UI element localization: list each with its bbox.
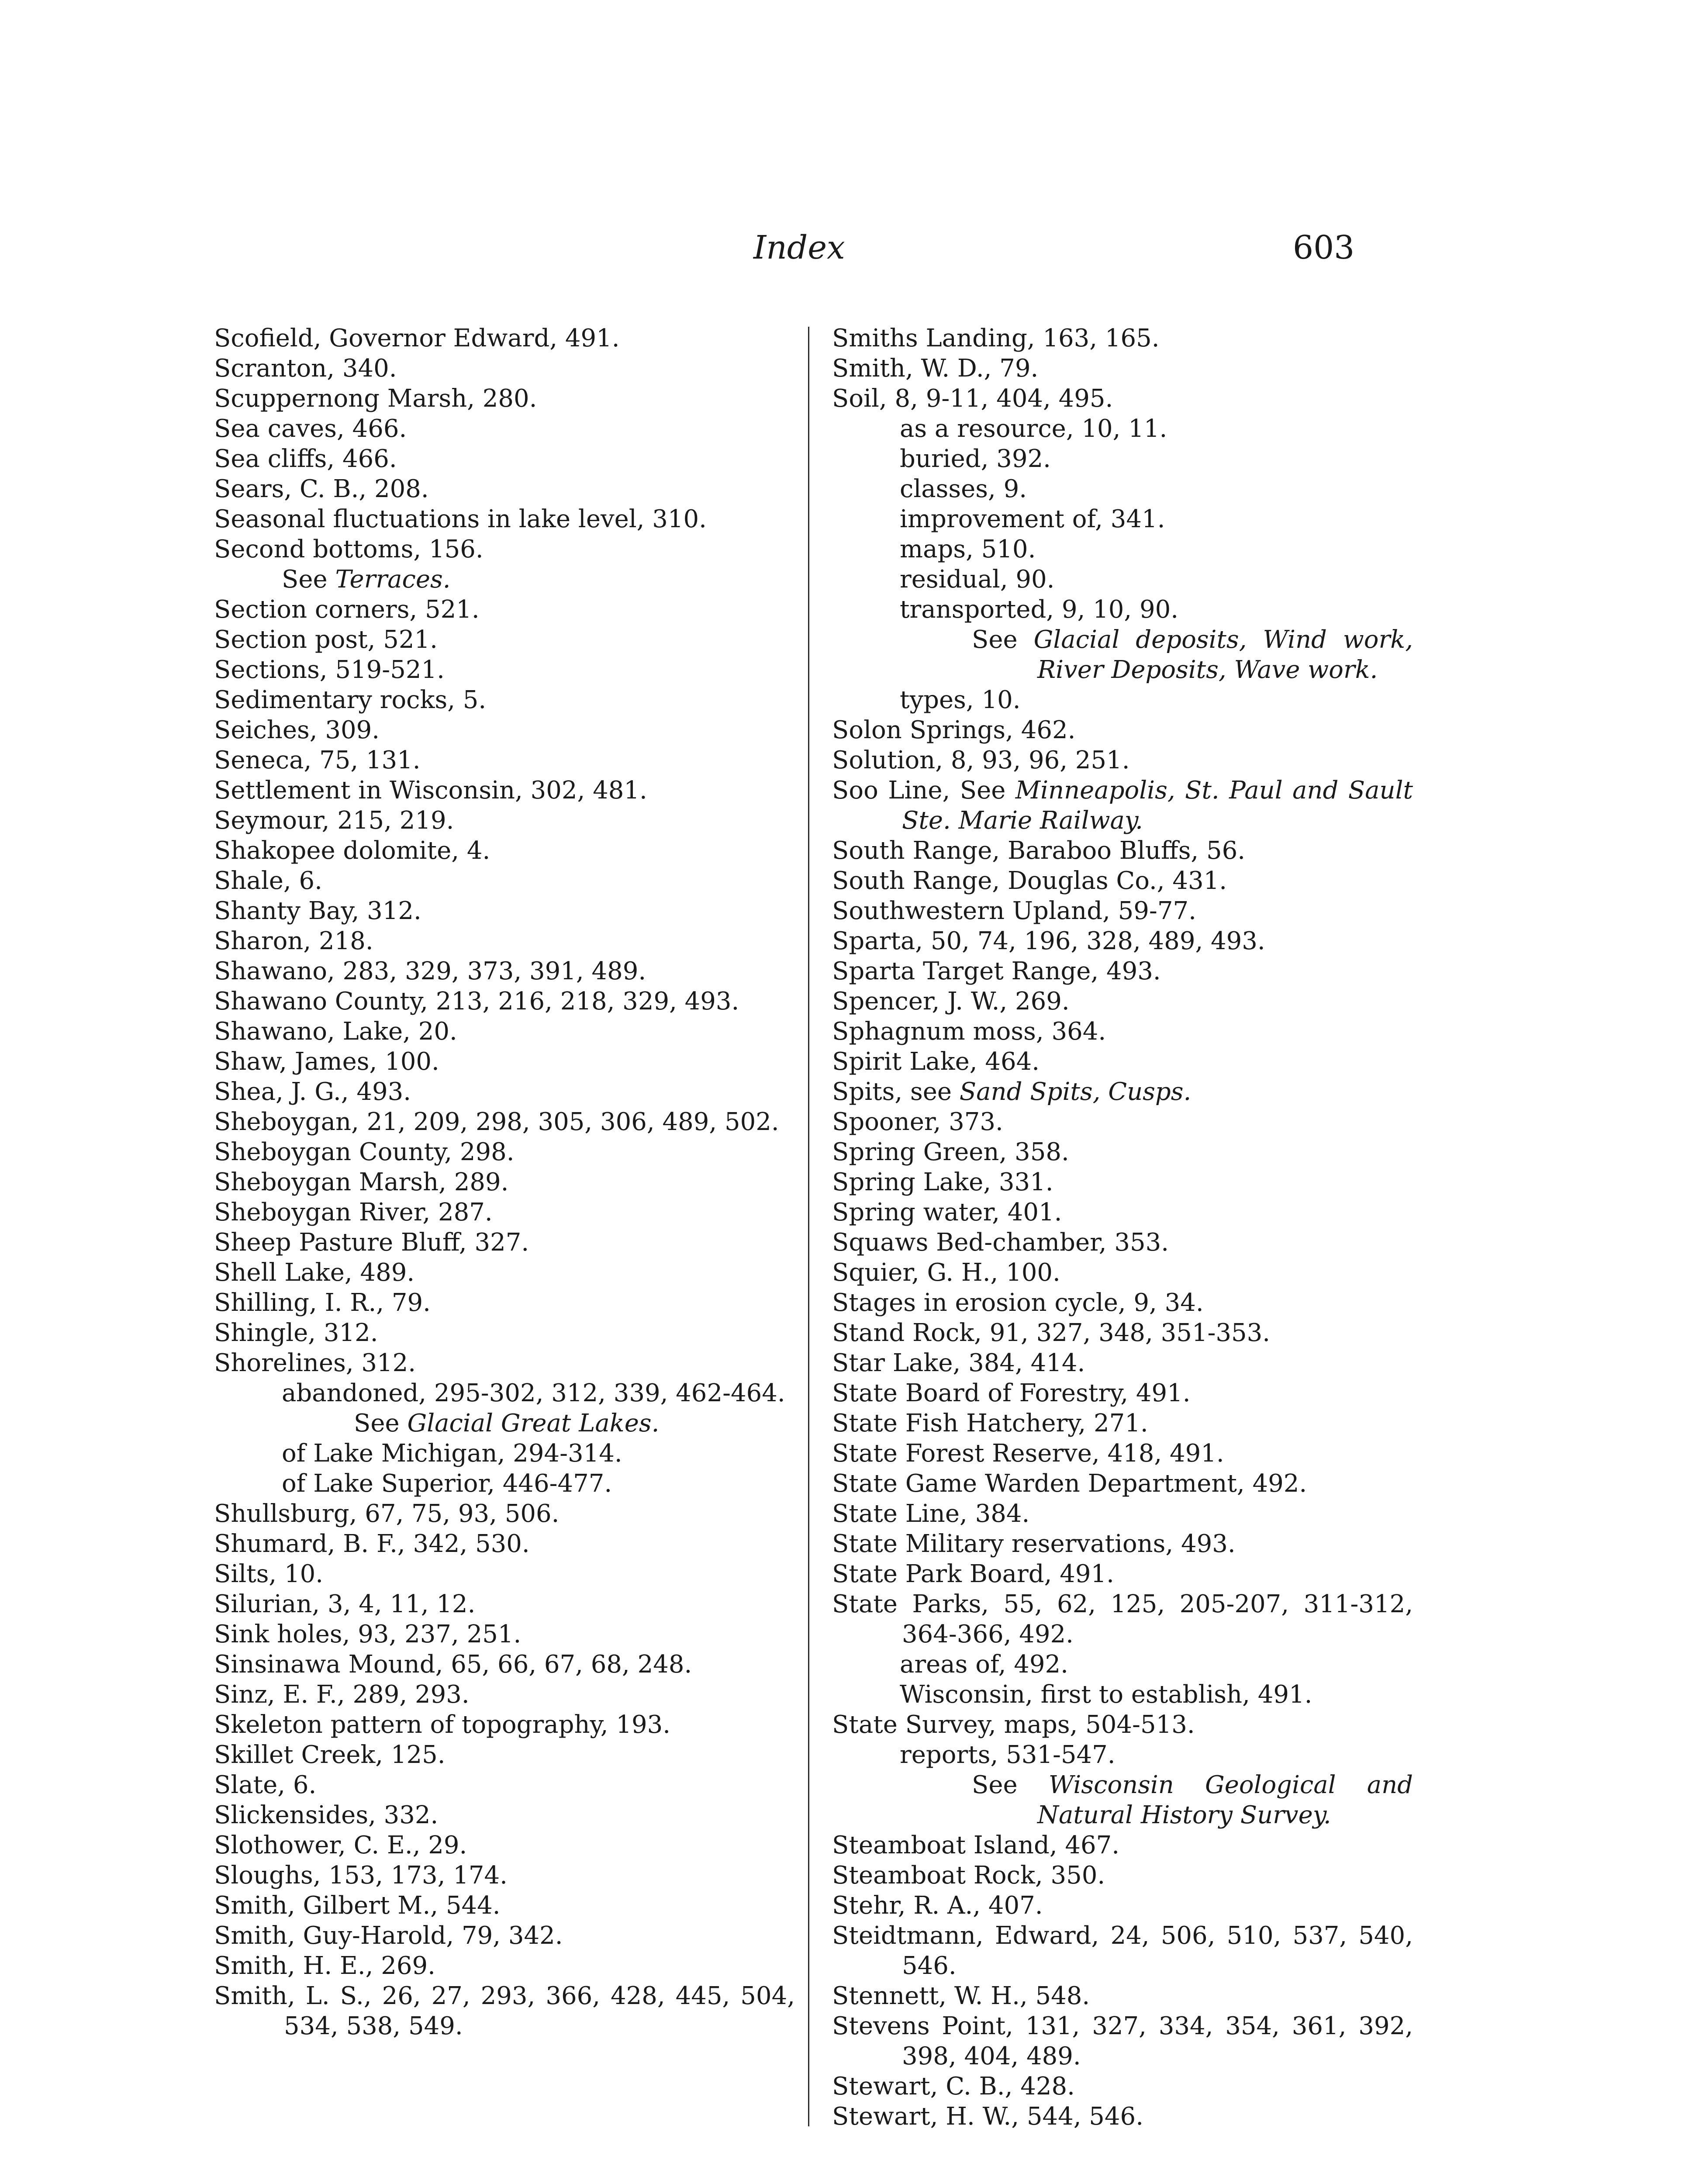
index-entry-text: Stevens Point, 131, 327, 334, 354, 361, 392, 398, 404, 489. [832,2012,1413,2070]
index-entry [832,1348,1413,1378]
index-entry [832,1077,1413,1107]
index-entry-text: Smith, H. E., 269. [214,1952,435,1980]
index-entry-text: reports, 531-547. [900,1741,1116,1769]
index-entry [214,655,795,685]
index-entry [832,986,1413,1016]
index-entry-text: Sheboygan River, 287. [214,1198,493,1227]
index-entry-text: Shorelines, 312. [214,1349,416,1377]
index-entry [214,1740,795,1770]
index-entry-text: Shanty Bay, 312. [214,897,421,925]
index-entry-text: Smiths Landing, 163, 165. [832,324,1160,352]
index-entry [214,323,795,353]
index-entry [832,926,1413,956]
index-entry-text: Sink holes, 93, 237, 251. [214,1620,522,1648]
index-entry-text: Squaws Bed-chamber, 353. [832,1228,1169,1257]
index-entry-text: Shullsburg, 67, 75, 93, 506. [214,1500,560,1528]
index-entry-text: Slate, 6. [214,1771,317,1799]
index-entry [214,1107,795,1137]
index-entry [214,564,795,594]
index-entry [214,896,795,926]
index-entry [832,836,1413,866]
index-entry [832,1830,1413,1860]
index-entry-text: Stehr, R. A., 407. [832,1891,1043,1920]
index-entry-text: buried, 392. [900,445,1051,473]
index-entry [214,1529,795,1559]
index-entry-text: Silurian, 3, 4, 11, 12. [214,1590,476,1618]
index-entry [214,1890,795,1921]
index-entry [214,1197,795,1227]
index-entry [214,1589,795,1619]
index-entry-text: Sea caves, 466. [214,415,407,443]
index-entry [832,1107,1413,1137]
index-entry-text: See [354,1409,408,1438]
index-entry [832,1740,1413,1770]
index-entry-text: State Parks, 55, 62, 125, 205-207, 311-312, 364-366, 492. [832,1590,1413,1648]
index-entry-text: Seymour, 215, 219. [214,806,454,835]
index-entry-text: State Board of Forestry, 491. [832,1379,1191,1407]
index-entry [832,1438,1413,1469]
index-entry [832,414,1413,444]
index-entry [832,1981,1413,2011]
index-entry [832,2101,1413,2132]
index-entry [214,474,795,504]
index-entry [832,1860,1413,1890]
index-entry-text: Solution, 8, 93, 96, 251. [832,746,1130,774]
index-entry-text: maps, 510. [900,535,1036,563]
index-entry-text: Stewart, C. B., 428. [832,2072,1075,2101]
index-entry-text: Sinsinawa Mound, 65, 66, 67, 68, 248. [214,1650,692,1679]
index-entry [214,715,795,745]
index-entry-text: Sloughs, 153, 173, 174. [214,1861,508,1890]
index-entry-text: State Line, 384. [832,1500,1030,1528]
index-entry-text: Shell Lake, 489. [214,1258,415,1287]
index-entry-text: classes, 9. [900,475,1027,503]
index-entry-text: Sheboygan, 21, 209, 298, 305, 306, 489, 502. [214,1108,779,1136]
index-entry-text: State Park Board, 491. [832,1560,1114,1588]
index-entry [832,2071,1413,2101]
index-entry [214,384,795,414]
index-entry [832,1710,1413,1740]
index-entry [832,444,1413,474]
index-entry-text: Sears, C. B., 208. [214,475,429,503]
index-entry-text: Sparta, 50, 74, 196, 328, 489, 493. [832,927,1265,955]
index-entry-text: Scofield, Governor Edward, 491. [214,324,620,352]
index-entry [214,1318,795,1348]
page-number: 603 [1293,229,1355,266]
index-entry-cross-reference: Minneapolis, St. Paul and Sault Ste. Marie Railway. [902,776,1413,835]
index-entry-text: See [972,625,1034,654]
index-entry-text: Shakopee dolomite, 4. [214,836,490,865]
index-entry [832,1016,1413,1047]
index-entry-text: of Lake Michigan, 294-314. [282,1439,622,1468]
running-head-title: Index [753,229,845,266]
index-entry-text: Sections, 519-521. [214,656,445,684]
index-entry [832,474,1413,504]
index-entry [214,1167,795,1197]
index-entry [832,2011,1413,2071]
index-entry-text: Sea cliffs, 466. [214,445,397,473]
index-entry-text: Smith, Guy-Harold, 79, 342. [214,1921,563,1950]
index-entry-cross-reference: Terraces. [335,565,451,594]
index-entry-text: transported, 9, 10, 90. [900,595,1179,624]
index-entry [214,926,795,956]
index-entry [214,1016,795,1047]
index-entry [214,1469,795,1499]
index-entry [214,1860,795,1890]
index-entry-text: Wisconsin, first to establish, 491. [900,1680,1312,1709]
index-entry [214,1830,795,1860]
index-entry-cross-reference: Wisconsin Geological and Natural History Survey. [1037,1771,1413,1829]
index-entry-text: State Forest Reserve, 418, 491. [832,1439,1224,1468]
index-entry [214,1137,795,1167]
index-entry-text: Silts, 10. [214,1560,324,1588]
index-entry [214,444,795,474]
index-entry [832,1227,1413,1258]
index-entry-text: residual, 90. [900,565,1055,594]
index-entry [832,1529,1413,1559]
index-entry [832,1047,1413,1077]
index-entry [832,1469,1413,1499]
index-entry-text: Stand Rock, 91, 327, 348, 351-353. [832,1319,1271,1347]
index-entry-text: Sphagnum moss, 364. [832,1017,1106,1046]
index-entry-text: Settlement in Wisconsin, 302, 481. [214,776,647,805]
index-entry-text: South Range, Baraboo Bluffs, 56. [832,836,1246,865]
index-entry-cross-reference: Glacial Great Lakes. [407,1409,660,1438]
index-entry-text: Southwestern Upland, 59-77. [832,897,1196,925]
index-entry [214,1559,795,1589]
index-entry-text: Stewart, H. W., 544, 546. [832,2102,1143,2131]
index-entry-text: Spooner, 373. [832,1108,1003,1136]
index-entry-text: Shaw, James, 100. [214,1047,439,1076]
index-entry-text: Steamboat Rock, 350. [832,1861,1105,1890]
index-entry-text: Smith, L. S., 26, 27, 293, 366, 428, 445, 504, 534, 538, 549. [214,1982,795,2040]
index-entry [832,1649,1413,1679]
index-entry-text: Shilling, I. R., 79. [214,1289,431,1317]
index-entry [214,866,795,896]
index-entry-text: Stages in erosion cycle, 9, 34. [832,1289,1204,1317]
index-entry [214,685,795,715]
index-entry [832,1258,1413,1288]
index-column-right [832,323,1413,2132]
index-entry-text: Sedimentary rocks, 5. [214,686,487,714]
index-entry-text: Solon Springs, 462. [832,716,1076,744]
index-entry [214,805,795,836]
index-entry-text: Scuppernong Marsh, 280. [214,384,537,413]
index-entry [832,896,1413,926]
index-entry [214,1047,795,1077]
index-entry [214,1921,795,1951]
index-entry [832,1197,1413,1227]
index-entry [832,1137,1413,1167]
index-entry [214,353,795,384]
index-entry-text: Smith, W. D., 79. [832,354,1039,383]
index-entry [214,1288,795,1318]
index-entry [214,1348,795,1378]
index-entry [214,1499,795,1529]
index-entry [832,353,1413,384]
index-entry-text: Spring Green, 358. [832,1138,1069,1166]
index-entry-text: Seasonal fluctuations in lake level, 310. [214,505,707,533]
index-entry-text: as a resource, 10, 11. [900,415,1167,443]
index-entry-text: Sheboygan County, 298. [214,1138,515,1166]
index-entry-text: Shumard, B. F., 342, 530. [214,1530,530,1558]
index-entry-text: See [282,565,335,594]
index-entry-text: State Game Warden Department, 492. [832,1469,1307,1498]
index-entry-text: Seiches, 309. [214,716,380,744]
index-entry [832,625,1413,685]
index-entry-text: Scranton, 340. [214,354,397,383]
index-entry-text: improvement of, 341. [900,505,1165,533]
index-entry [832,1318,1413,1348]
index-entry-text: types, 10. [900,686,1021,714]
index-entry [832,745,1413,775]
index-entry [832,956,1413,986]
column-divider [808,327,809,2126]
index-entry [214,1619,795,1649]
index-entry [832,866,1413,896]
index-entry-text: Seneca, 75, 131. [214,746,421,774]
index-entry [214,1408,795,1438]
index-entry-text: Star Lake, 384, 414. [832,1349,1085,1377]
index-entry-text: Soil, 8, 9-11, 404, 495. [832,384,1113,413]
index-entry-text: of Lake Superior, 446-477. [282,1469,612,1498]
index-column-left [214,323,795,2041]
index-entry-text: Section post, 521. [214,625,438,654]
index-entry-text: Second bottoms, 156. [214,535,484,563]
index-entry [214,986,795,1016]
index-entry-cross-reference: Sand Spits, Cusps. [959,1078,1192,1106]
index-entry [214,956,795,986]
index-entry-text: abandoned, 295-302, 312, 339, 462-464. [282,1379,785,1407]
index-entry [832,1890,1413,1921]
index-entry [832,685,1413,715]
index-entry-text: Shingle, 312. [214,1319,378,1347]
index-entry-text: Spring water, 401. [832,1198,1062,1227]
index-entry [832,715,1413,745]
index-entry [214,414,795,444]
index-entry [214,1770,795,1800]
index-entry [214,1227,795,1258]
index-entry [214,1710,795,1740]
index-entry [832,1499,1413,1529]
index-entry [214,1438,795,1469]
index-entry-text: Sheep Pasture Bluff, 327. [214,1228,529,1257]
index-entry [832,534,1413,564]
index-entry [832,564,1413,594]
index-entry [832,775,1413,836]
index-entry-text: State Military reservations, 493. [832,1530,1236,1558]
index-entry [214,1800,795,1830]
index-entry [832,1559,1413,1589]
index-entry [832,1378,1413,1408]
index-entry [214,1649,795,1679]
index-entry-text: areas of, 492. [900,1650,1068,1679]
index-entry [214,504,795,534]
index-entry-text: Steamboat Island, 467. [832,1831,1120,1859]
index-entry-text: Spits, see [832,1078,960,1106]
index-entry-text: See [972,1771,1049,1799]
index-entry-text: Spring Lake, 331. [832,1168,1053,1196]
index-entry-text: Sinz, E. F., 289, 293. [214,1680,470,1709]
index-entry-text: Skeleton pattern of topography, 193. [214,1711,671,1739]
index-entry-text: Shawano, 283, 329, 373, 391, 489. [214,957,646,985]
index-entry-text: Slothower, C. E., 29. [214,1831,467,1859]
index-entry [214,1951,795,1981]
index-entry [214,1981,795,2041]
index-entry [832,1408,1413,1438]
index-entry-text: Smith, Gilbert M., 544. [214,1891,501,1920]
index-entry-text: Shale, 6. [214,867,322,895]
index-entry [214,1679,795,1710]
index-entry-text: Shawano, Lake, 20. [214,1017,457,1046]
index-entry [214,534,795,564]
index-entry-text: State Survey, maps, 504-513. [832,1711,1195,1739]
index-entry [832,1167,1413,1197]
index-entry [832,1770,1413,1830]
index-entry-text: Shea, J. G., 493. [214,1078,411,1106]
index-entry-text: Sharon, 218. [214,927,373,955]
index-entry [832,594,1413,625]
index-entry [832,1589,1413,1649]
index-entry-text: Steidtmann, Edward, 24, 506, 510, 537, 540, 546. [832,1921,1413,1980]
index-entry-text: Spencer, J. W., 269. [832,987,1070,1016]
index-entry [214,745,795,775]
index-entry [214,775,795,805]
index-entry-text: Shawano County, 213, 216, 218, 329, 493. [214,987,739,1016]
index-entry [832,1921,1413,1981]
index-entry [832,1679,1413,1710]
index-entry-text: Skillet Creek, 125. [214,1741,446,1769]
index-entry-text: Sparta Target Range, 493. [832,957,1161,985]
index-entry-cross-reference: Glacial deposits, Wind work, River Deposits, Wave work. [1033,625,1413,684]
index-entry [214,594,795,625]
index-entry [832,323,1413,353]
index-entry-text: Sheboygan Marsh, 289. [214,1168,509,1196]
index-entry [214,836,795,866]
index-entry-text: Section corners, 521. [214,595,480,624]
index-entry [832,1288,1413,1318]
index-entry [214,625,795,655]
index-entry-text: Slickensides, 332. [214,1801,439,1829]
index-entry-text: Squier, G. H., 100. [832,1258,1060,1287]
index-entry [832,384,1413,414]
index-entry [214,1258,795,1288]
index-entry [214,1077,795,1107]
index-entry-text: State Fish Hatchery, 271. [832,1409,1148,1438]
index-entry-text: Spirit Lake, 464. [832,1047,1040,1076]
index-entry [832,504,1413,534]
index-entry-text: Soo Line, See [832,776,1015,805]
index-entry [214,1378,795,1408]
index-entry-text: Stennett, W. H., 548. [832,1982,1090,2010]
index-entry-text: South Range, Douglas Co., 431. [832,867,1227,895]
